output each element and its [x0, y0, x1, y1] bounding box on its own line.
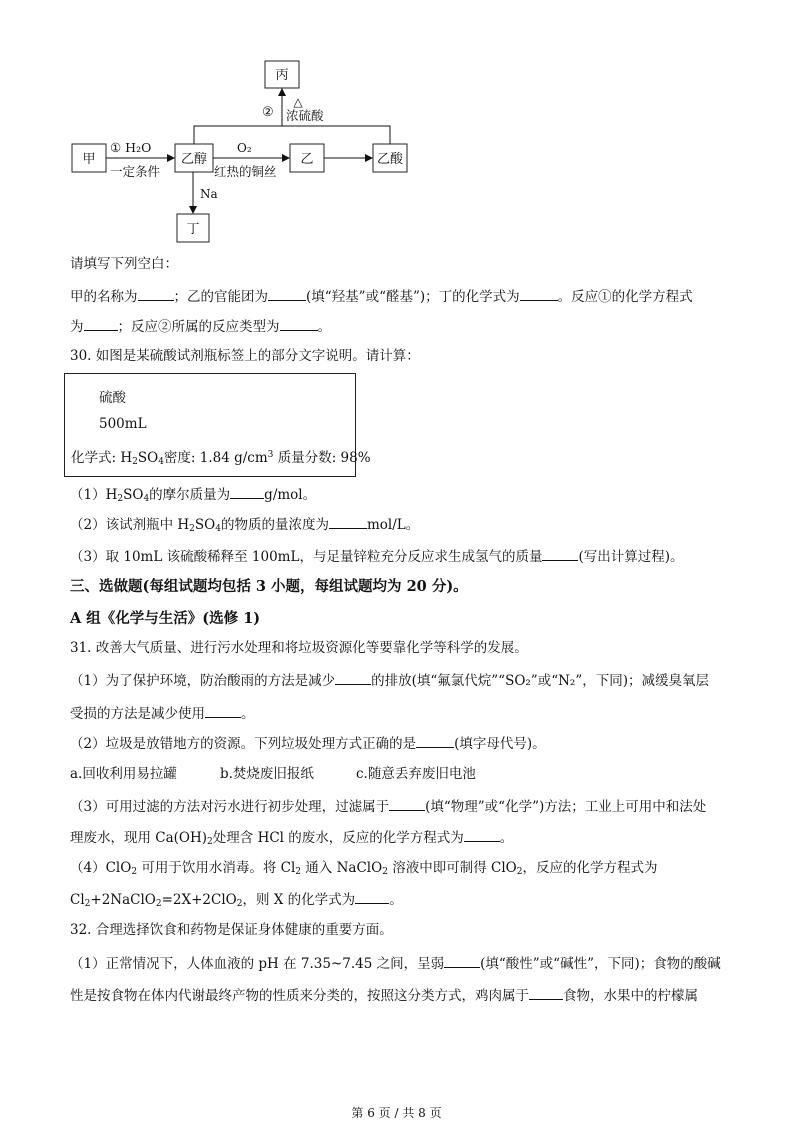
q31-p4-sub1: 2 — [131, 867, 138, 877]
q30-p2-sub2: 4 — [215, 524, 221, 534]
q31-p4-sub5: 2 — [84, 899, 91, 909]
q30-part2 — [70, 514, 419, 539]
q31-p3-d: 处理含 HCl 的废水，反应的化学方程式为 — [212, 830, 464, 846]
label-formula-a: 化学式: H — [71, 450, 133, 466]
label-formula-sup: 3 — [267, 450, 274, 460]
box-bing-text: 丙 — [275, 68, 289, 83]
q30-part3 — [70, 546, 684, 567]
answer-blank[interactable] — [355, 889, 389, 904]
label-formula-b: SO — [137, 450, 159, 466]
q32-p1-c: 性是按食物在体内代谢最终产物的性质来分类的，按照这分类方式，鸡肉属于 — [70, 988, 529, 1004]
q30-part1 — [70, 484, 316, 509]
label-volume: 500mL — [99, 416, 147, 432]
answer-blank[interactable] — [389, 796, 425, 811]
q30-p3-a: （3）取 10mL 该硫酸稀释至 100mL，与足量锌粒充分反应求生成氢气的质量 — [70, 549, 543, 565]
q29-line2-b: ；反应②所属的反应类型为 — [117, 319, 280, 335]
answer-blank[interactable] — [138, 286, 174, 301]
box-ding-text: 丁 — [186, 222, 200, 237]
answer-blank[interactable] — [335, 670, 371, 685]
bracket-yichun-yisuan — [194, 126, 390, 144]
q31-p3-b: (填“物理”或“化学”)方法；工业上可用中和法处 — [425, 799, 707, 815]
q29-intro: 请填写下列空白： — [70, 256, 178, 272]
answer-blank[interactable] — [416, 733, 454, 748]
arrow1-top-label: ① H₂O — [110, 140, 152, 155]
q31-part4-line1 — [70, 858, 657, 882]
label-formula-c: 密度: 1.84 g/cm — [163, 450, 268, 466]
label-formula-sub2: 4 — [158, 457, 164, 467]
answer-blank[interactable] — [329, 514, 367, 529]
answer-blank[interactable] — [464, 827, 500, 842]
q29-line2-a: 为 — [70, 319, 84, 335]
q29-line1-b: ；乙的官能团为 — [173, 289, 268, 305]
q30-stem: 30. 如图是某硫酸试剂瓶标签上的部分文字说明。请计算： — [70, 348, 420, 364]
q30-p1-c: 的摩尔质量为 — [149, 487, 231, 503]
q31-p4-c: 通入 NaClO — [301, 860, 383, 876]
q30-p2-a: （2）该试剂瓶中 H — [70, 517, 190, 533]
q29-line1-c: (填“羟基”或“醛基”)；丁的化学式为 — [306, 289, 520, 305]
q31-p4-sub4: 2 — [516, 867, 523, 877]
reagent-bottle-label — [64, 373, 371, 477]
q31-p2-b: (填字母代号)。 — [454, 736, 546, 752]
q29-line2-c: 。 — [317, 319, 331, 335]
q30-p1-d: g/mol。 — [264, 487, 317, 503]
q31-p4-i: ，则 X 的化学式为 — [242, 892, 356, 908]
q29-line1-a: 甲的名称为 — [70, 289, 138, 305]
box-yichun-text: 乙醇 — [180, 152, 208, 167]
q31-p4-h: =2X+2ClO — [161, 892, 237, 908]
q31-p3-sub: 2 — [207, 837, 213, 847]
q30-p2-c: 的物质的量浓度为 — [220, 517, 329, 533]
q31-stem: 31. 改善大气质量、进行污水处理和将垃圾资源化等要靠化学等科学的发展。 — [70, 640, 528, 656]
q31-p1-b: 的排放(填“氟氯代烷”“SO₂”或“N₂”，下同)；减缓臭氧层 — [371, 673, 709, 689]
q32-p1-b: (填“酸性”或“碱性”，下同)；食物的酸碱 — [480, 956, 721, 972]
answer-blank[interactable] — [280, 316, 318, 331]
answer-blank[interactable] — [444, 953, 480, 968]
q31-p3-e: 。 — [499, 830, 514, 846]
q30-p2-sub1: 2 — [189, 524, 195, 534]
q31-p1-d: 。 — [241, 706, 255, 722]
arrow-up-heat-sign: △ — [293, 95, 303, 109]
q31-p4-sub7: 2 — [236, 899, 243, 909]
q30-p1-b: SO — [123, 487, 144, 503]
arrow-down-label: Na — [200, 187, 218, 201]
q32-part1-line1 — [70, 953, 721, 974]
arrow2-bottom-label: 红热的铜丝 — [214, 164, 277, 179]
label-formula-d: 质量分数: 98% — [273, 450, 371, 466]
q32-p1-a: （1）正常情况下，人体血液的 pH 在 7.35~7.45 之间，呈弱 — [70, 956, 445, 972]
reaction-flow-diagram — [0, 0, 793, 260]
q29-line1 — [70, 286, 693, 307]
q31-p4-f: Cl — [70, 892, 85, 908]
label-formula — [71, 446, 371, 467]
label-formula-sub1: 2 — [132, 457, 138, 467]
group-a-heading: A 组《化学与生活》(选修 1) — [70, 610, 261, 627]
q30-p1-sub2: 4 — [143, 494, 150, 504]
q31-part4-line2 — [70, 889, 403, 914]
q32-part1-line2 — [70, 985, 698, 1006]
q30-p3-b: (写出计算过程)。 — [578, 549, 684, 565]
option-b: b.焚烧废旧报纸 — [220, 766, 314, 782]
answer-blank[interactable] — [84, 316, 118, 331]
q31-p4-b: 可用于饮用水消毒。将 Cl — [137, 860, 296, 876]
q31-p3-a: （3）可用过滤的方法对污水进行初步处理，过滤属于 — [70, 799, 390, 815]
q31-part3-line1 — [70, 796, 706, 817]
q30-p1-sub1: 2 — [117, 494, 124, 504]
q31-part2 — [70, 733, 546, 754]
q31-part3-line2 — [70, 827, 513, 852]
q30-p1-a: （1）H — [70, 487, 118, 503]
q31-p4-e: ，反应的化学方程式为 — [522, 860, 658, 876]
option-a: a.回收利用易拉罐 — [70, 766, 177, 782]
q31-p1-a: （1）为了保护环境，防治酸雨的方法是减少 — [70, 673, 336, 689]
arrow-up-number: ② — [262, 105, 274, 120]
box-yisuan-text: 乙酸 — [376, 152, 404, 167]
q31-p3-c: 理废水，现用 Ca(OH) — [70, 830, 208, 846]
arrow2-top-label: O₂ — [237, 141, 252, 155]
q31-p4-d: 溶液中即可制得 ClO — [387, 860, 517, 876]
arrow-up-label: 浓硫酸 — [286, 108, 324, 123]
q29-line2 — [70, 316, 331, 337]
q31-p4-g: +2NaClO — [90, 892, 156, 908]
box-jia-text: 甲 — [82, 152, 96, 167]
answer-blank[interactable] — [529, 985, 563, 1000]
answer-blank[interactable] — [205, 703, 241, 718]
q31-p2-a: （2）垃圾是放错地方的资源。下列垃圾处理方式正确的是 — [70, 736, 417, 752]
page-footer: 第 6 页 / 共 8 页 — [351, 1106, 442, 1120]
q32-stem: 32. 合理选择饮食和药物是保证身体健康的重要方面。 — [70, 922, 393, 938]
q31-part2-options — [70, 764, 476, 784]
section3-heading: 三、选做题(每组试题均包括 3 小题，每组试题均为 20 分)。 — [70, 578, 468, 595]
answer-blank[interactable] — [520, 286, 558, 301]
answer-blank[interactable] — [542, 546, 578, 561]
q31-part1-line2 — [70, 703, 255, 724]
q32-p1-d: 食物，水果中的柠檬属 — [563, 988, 698, 1004]
q31-p4-sub2: 2 — [295, 867, 302, 877]
box-yi-text: 乙 — [300, 152, 314, 167]
q31-p4-sub6: 2 — [155, 899, 162, 909]
q31-p4-j: 。 — [389, 892, 403, 908]
q31-p4-sub3: 2 — [382, 867, 388, 877]
label-name: 硫酸 — [99, 390, 126, 406]
q31-p4-a: （4）ClO — [70, 860, 132, 876]
q30-p2-d: mol/L。 — [366, 517, 420, 533]
answer-blank[interactable] — [230, 484, 264, 499]
q31-part1-line1 — [70, 670, 709, 691]
option-c: c.随意丢弃废旧电池 — [356, 766, 476, 782]
q30-p2-b: SO — [194, 517, 216, 533]
q31-p1-c: 受损的方法是减少使用 — [70, 706, 205, 722]
q29-line1-d: 。反应①的化学方程式 — [557, 289, 693, 305]
answer-blank[interactable] — [268, 286, 306, 301]
arrow1-bottom-label: 一定条件 — [110, 164, 161, 179]
